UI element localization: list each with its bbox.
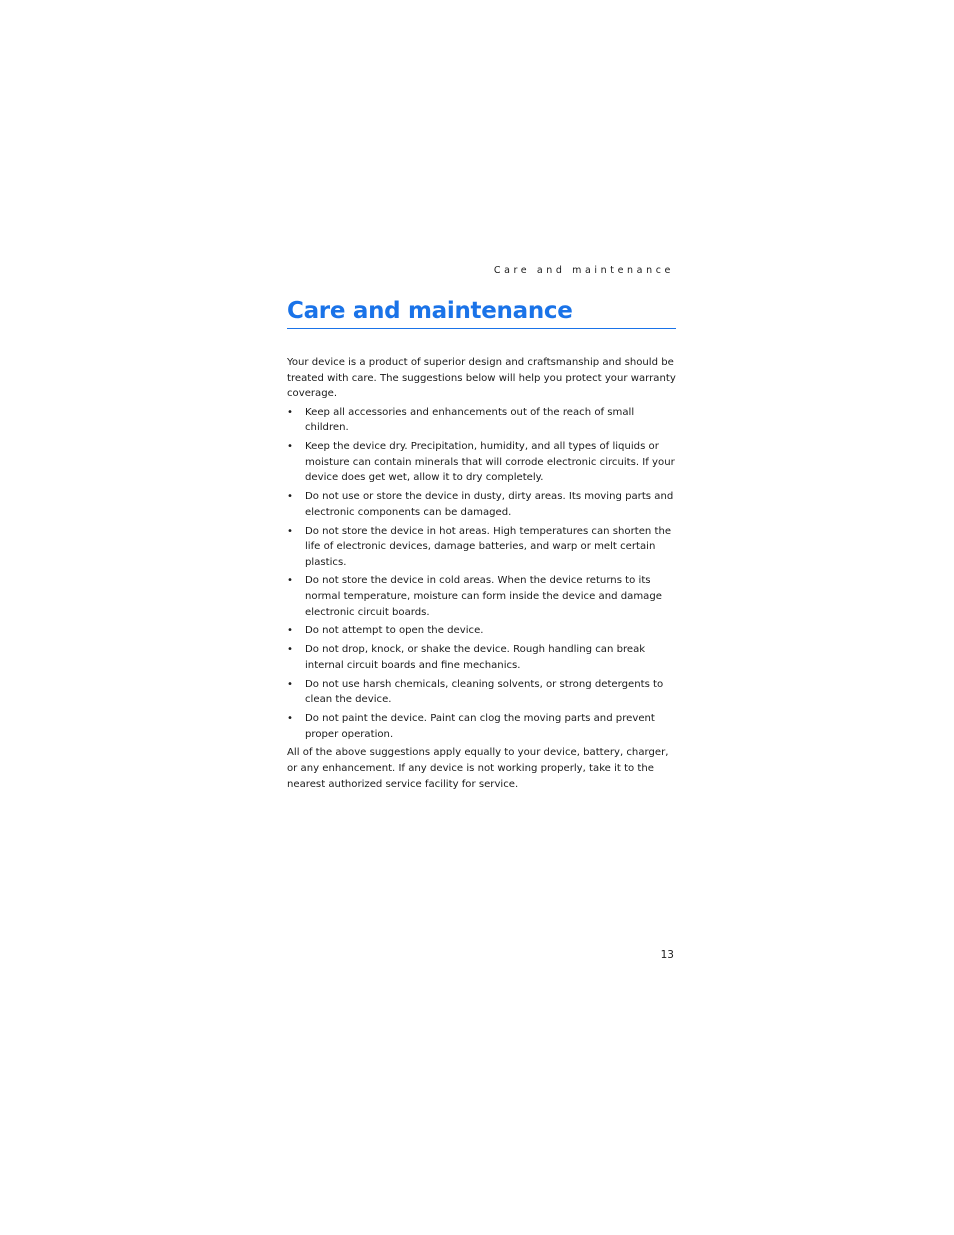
list-item [287, 623, 679, 639]
page-title: Care and maintenance [287, 298, 573, 324]
list-item [287, 524, 679, 571]
list-item [287, 573, 679, 620]
list-item-text: Do not attempt to open the device. [305, 625, 484, 637]
care-suggestions-list [287, 405, 679, 742]
bullet-icon: • [287, 625, 293, 637]
list-item [287, 711, 679, 742]
outro-paragraph: All of the above suggestions apply equally to your device, battery, charger, or any enhancement. If any device is not working properly, take it to the nearest authorized service facility for service. [287, 747, 669, 790]
bullet-icon: • [287, 575, 293, 587]
bullet-icon: • [287, 525, 293, 537]
list-item-text: Do not use or store the device in dusty, dirty areas. Its moving parts and electronic components can be damaged. [305, 491, 674, 518]
list-item [287, 405, 679, 436]
list-item [287, 642, 679, 673]
list-item-text: Do not drop, knock, or shake the device. Rough handling can break internal circuit boards and fine mechanics. [305, 644, 646, 671]
bullet-icon: • [287, 678, 293, 690]
bullet-icon: • [287, 712, 293, 724]
list-item-text: Keep the device dry. Precipitation, humidity, and all types of liquids or moisture can contain minerals that will corrode electronic circuits. If your device does get wet, allow it to dry completely. [305, 441, 675, 484]
title-divider [287, 328, 676, 329]
body-content [287, 355, 679, 792]
bullet-icon: • [287, 644, 293, 656]
running-header: Care and maintenance [493, 265, 674, 276]
list-item-text: Do not store the device in cold areas. When the device returns to its normal temperature, moisture can form inside the device and damage electronic circuit boards. [305, 575, 662, 618]
list-item [287, 677, 679, 708]
list-item-text: Do not store the device in hot areas. High temperatures can shorten the life of electronic devices, damage batteries, and warp or melt certain plastics. [305, 525, 672, 568]
list-item [287, 439, 679, 486]
bullet-icon: • [287, 406, 293, 418]
list-item-text: Keep all accessories and enhancements out of the reach of small children. [305, 406, 635, 434]
list-item-text: Do not use harsh chemicals, cleaning solvents, or strong detergents to clean the device. [305, 678, 664, 706]
list-item [287, 489, 679, 520]
list-item-text: Do not paint the device. Paint can clog the moving parts and prevent proper operation. [305, 712, 655, 740]
intro-paragraph: Your device is a product of superior design and craftsmanship and should be treated with care. The suggestions below will help you protect your warranty coverage. [287, 357, 676, 400]
bullet-icon: • [287, 491, 293, 503]
bullet-icon: • [287, 441, 293, 453]
page-number: 13 [660, 949, 674, 961]
